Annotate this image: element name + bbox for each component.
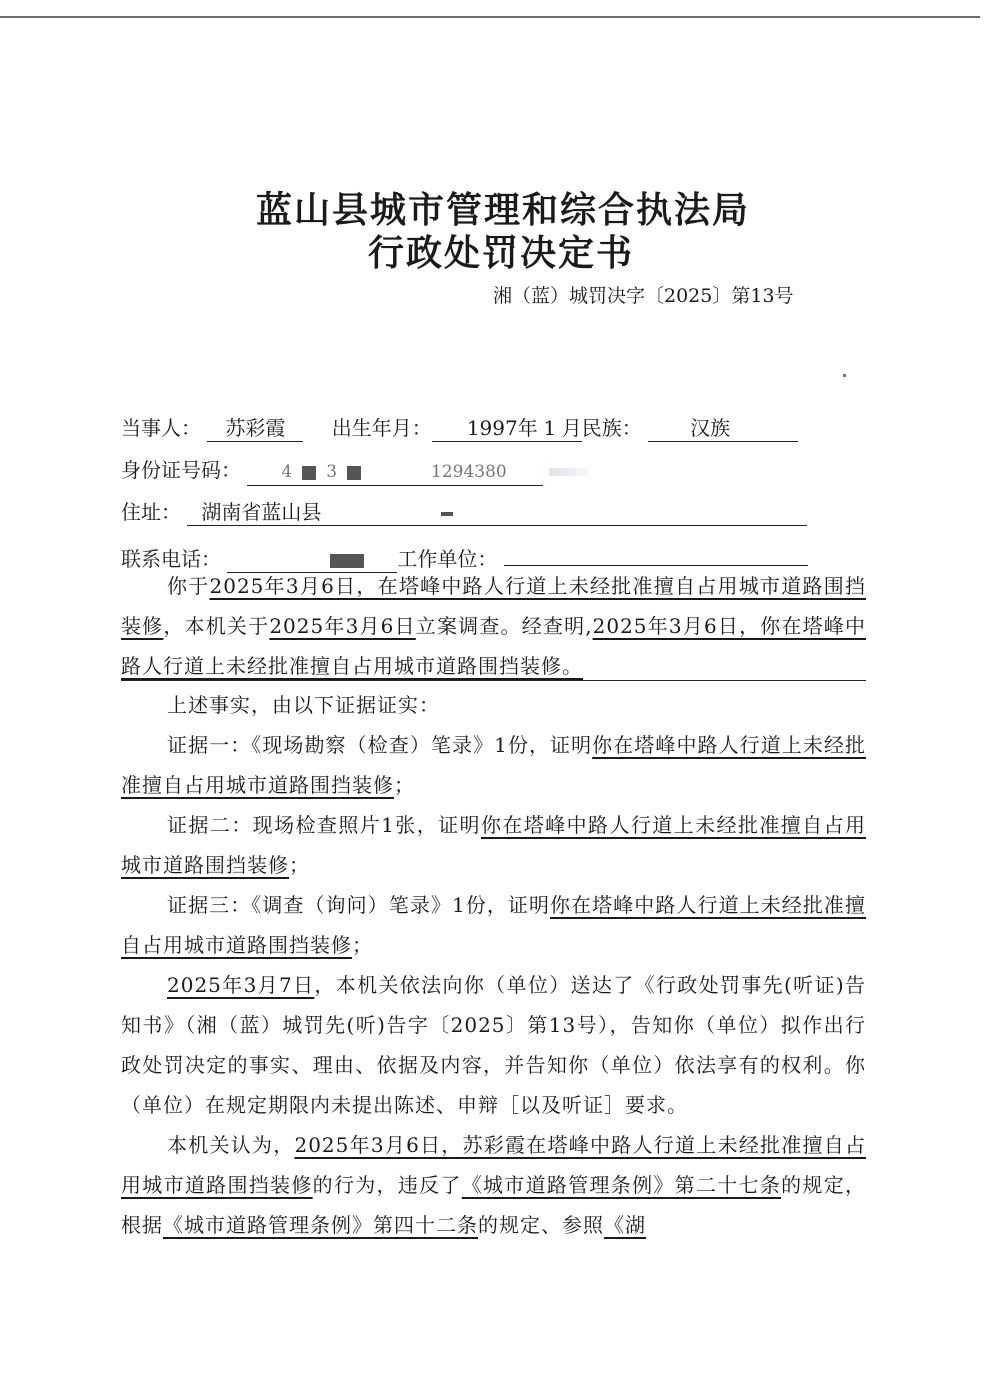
evidence-text: 证据一：《现场勘察（检查）笔录》1份，证明 <box>167 733 593 757</box>
evidence-text: ； <box>289 853 310 877</box>
determination-text: 本机关认为， <box>167 1133 295 1157</box>
evidence-proves: 你在塔峰中路人行道上未经批准擅自占用城市道路围挡装修 <box>121 893 866 957</box>
determination-text: 的行为，违反了 <box>312 1173 462 1197</box>
investigation-findings: 2025年3月6日，你在塔峰中路人行道上未经批准擅自占用城市道路围挡装修。 <box>121 614 867 678</box>
address-text: 湖南省蓝山县 <box>201 500 322 524</box>
evidence-3 <box>121 885 866 965</box>
evidence-proves: 你在塔峰中路人行道上未经批准擅自占用城市道路围挡装修 <box>121 813 867 877</box>
party-line-2 <box>121 455 589 486</box>
evidence-intro: 上述事实，由以下证据证实： <box>167 693 440 717</box>
id-digit-b: 3 <box>326 462 338 482</box>
party-line-3 <box>121 497 807 527</box>
address-label: 住址： <box>121 500 181 524</box>
reference-regulation: 《湖 <box>604 1213 646 1237</box>
determination-text: 的规定，根据 <box>121 1173 867 1237</box>
determination-paragraph <box>121 1125 866 1245</box>
scan-edge-line <box>0 16 980 18</box>
notice-paragraph <box>121 965 866 1125</box>
evidence-text: ； <box>394 773 415 797</box>
evidence-2 <box>121 805 866 885</box>
document-number: 湘（蓝）城罚决字〔2025〕第13号 <box>493 285 794 307</box>
redaction-mark <box>347 466 361 480</box>
birth-year: 1997 <box>432 415 518 442</box>
birth-month-unit: 月 <box>561 416 582 440</box>
redaction-mark <box>441 512 453 516</box>
incident-date: 2025年3月6日 <box>209 574 357 598</box>
violation-act: 2025年3月6日，苏彩霞在塔峰中路人行道上未经批准擅自占用城市道路围挡装修 <box>121 1133 866 1197</box>
penalty-regulation: 《城市道路管理条例》第四十二条 <box>163 1213 478 1237</box>
evidence-text: ； <box>352 933 373 957</box>
scan-smudge <box>549 468 589 476</box>
facts-text: 你于 <box>167 574 210 598</box>
evidence-text: 证据二：现场检查照片1张，证明 <box>167 813 481 837</box>
ethnicity: 汉族 <box>648 415 798 442</box>
agency-title: 蓝山县城市管理和综合执法局 <box>256 189 751 231</box>
party-name: 苏彩霞 <box>207 415 303 442</box>
evidence-text: 证据三：《调查（询问）笔录》1份，证明 <box>167 893 551 917</box>
birth-label: 出生年月： <box>331 416 432 440</box>
decision-body <box>121 566 866 1245</box>
violated-regulation: 《城市道路管理条例》第二十七条 <box>461 1173 782 1197</box>
birth-month: 1 <box>538 415 562 442</box>
birth-year-unit: 年 <box>517 416 538 440</box>
work-unit-field <box>504 539 808 566</box>
notice-text: ，本机关依法向你（单位）送达了《行政处罚事先(听证)告知书》（湘（蓝）城罚先(听)告字〔2025〕第13号），告知你（单位）拟作出行政处罚决定的事实、理由、依据及内容，并告知你（单位）依法享有的权利。你（单位）在规定期限内未提出陈述、申辩［以及听证］要求。 <box>121 973 866 1117</box>
id-digits-tail: 1294380 <box>431 462 507 482</box>
address-field <box>187 499 807 526</box>
document-type-title: 行政处罚决定书 <box>368 232 635 274</box>
evidence-proves: 你在塔峰中路人行道上未经批准擅自占用城市道路围挡装修 <box>121 733 866 797</box>
party-line-1 <box>121 413 798 443</box>
work-unit-label: 工作单位： <box>397 547 498 571</box>
notice-date: 2025年3月7日 <box>167 973 315 997</box>
determination-text: 的规定、参照 <box>478 1213 604 1237</box>
facts-paragraph <box>121 566 866 686</box>
filing-date: 2025年3月6日 <box>269 614 416 638</box>
violation-summary: ，在塔峰中路人行道上未经批准擅自占用城市道路围挡装修 <box>121 574 866 638</box>
ethnic-label: 民族： <box>581 416 642 440</box>
facts-text: ，本机关于 <box>163 614 270 638</box>
id-digit-a: 4 <box>281 462 293 482</box>
redaction-mark <box>302 466 316 480</box>
party-name-label: 当事人： <box>121 416 201 440</box>
scan-speck <box>843 374 846 377</box>
evidence-1 <box>121 725 866 805</box>
phone-label: 联系电话： <box>121 547 221 571</box>
id-label: 身份证号码： <box>121 458 241 482</box>
facts-text: 立案调查。经查明, <box>415 614 593 638</box>
id-number-redacted <box>247 459 543 486</box>
